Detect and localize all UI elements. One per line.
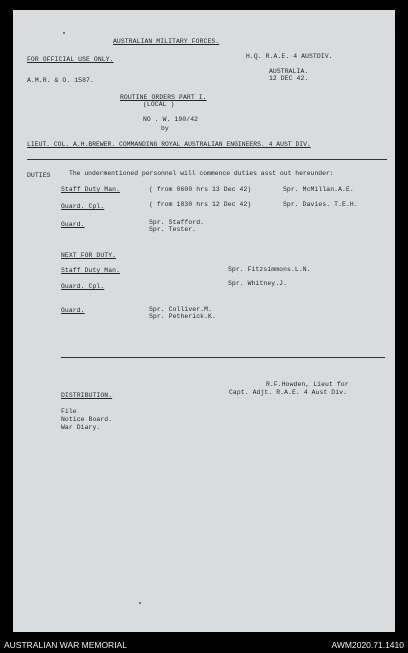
signature-line: R.F.Howden, Lieut for (266, 381, 349, 388)
next-names: Spr. Colliver.M. (149, 306, 212, 313)
distribution-item: War Diary. (61, 424, 101, 431)
duties-intro: The undermentioned personnel will commence duties asst out hereunder: (69, 170, 334, 177)
official-use-label: FOR OFFICIAL USE ONLY. (27, 56, 114, 63)
document-heading: AUSTRALIAN MILITARY FORCES. (113, 38, 220, 45)
by-label: by (161, 125, 169, 132)
paper-mark (139, 602, 141, 604)
roster-time: ( from 1830 hrs 12 Dec 42) (149, 201, 252, 208)
signature-title: Capt. Adjt. R.A.E. 4 Aust Div. (229, 389, 348, 396)
next-role: Staff Duty Man. (61, 267, 121, 274)
roster-role: Staff Duty Man. (61, 186, 121, 193)
document-page (13, 10, 395, 632)
next-for-duty-label: NEXT FOR DUTY. (61, 252, 117, 259)
paper-mark (63, 32, 65, 34)
next-role: Guard. Cpl. (61, 283, 105, 290)
roster-names: Spr. Tester. (149, 226, 197, 233)
hq-label: H.Q. R.A.E. 4 AUSTDIV. (246, 53, 333, 60)
distribution-item: File (61, 408, 77, 415)
roster-names: Spr. Stafford. (149, 219, 205, 226)
orders-title: ROUTINE ORDERS PART I. (120, 94, 207, 101)
roster-time: ( from 0600 hrs 13 Dec 42) (149, 186, 252, 193)
next-names: Spr. Whitney.J. (228, 280, 288, 287)
footer-institution: AUSTRALIAN WAR MEMORIAL (4, 640, 127, 650)
next-names: Spr. Fitzsimmons.L.N. (228, 266, 311, 273)
date-label: 12 DEC 42. (269, 75, 309, 82)
orders-subtitle: (LOCAL ) (143, 101, 175, 108)
roster-role: Guard. Cpl. (61, 203, 105, 210)
roster-names: Spr. McMillan.A.E. (283, 186, 354, 193)
roster-role: Guard. (61, 221, 85, 228)
amr-reference: A.M.R. & O. 1587. (27, 77, 94, 84)
roster-names: Spr. Davies. T.E.H. (283, 201, 358, 208)
distribution-label: DISTRIBUTION. (61, 392, 113, 399)
divider (61, 357, 385, 358)
location-label: AUSTRALIA. (269, 68, 309, 75)
next-role: Guard. (61, 307, 85, 314)
issuer-line: LIEUT. COL. A.H.BREWER. COMMANDING ROYAL AUSTRALIAN ENGINEERS. 4 AUST DIV. (27, 141, 311, 148)
divider (27, 159, 387, 160)
next-names: Spr. Petherick.K. (149, 313, 216, 320)
distribution-item: Notice Board. (61, 416, 113, 423)
duties-label: DUTIES (27, 172, 51, 179)
order-number: NO . W. 190/42 (143, 116, 199, 123)
footer-accession-number: AWM2020.71.1410 (331, 640, 404, 650)
